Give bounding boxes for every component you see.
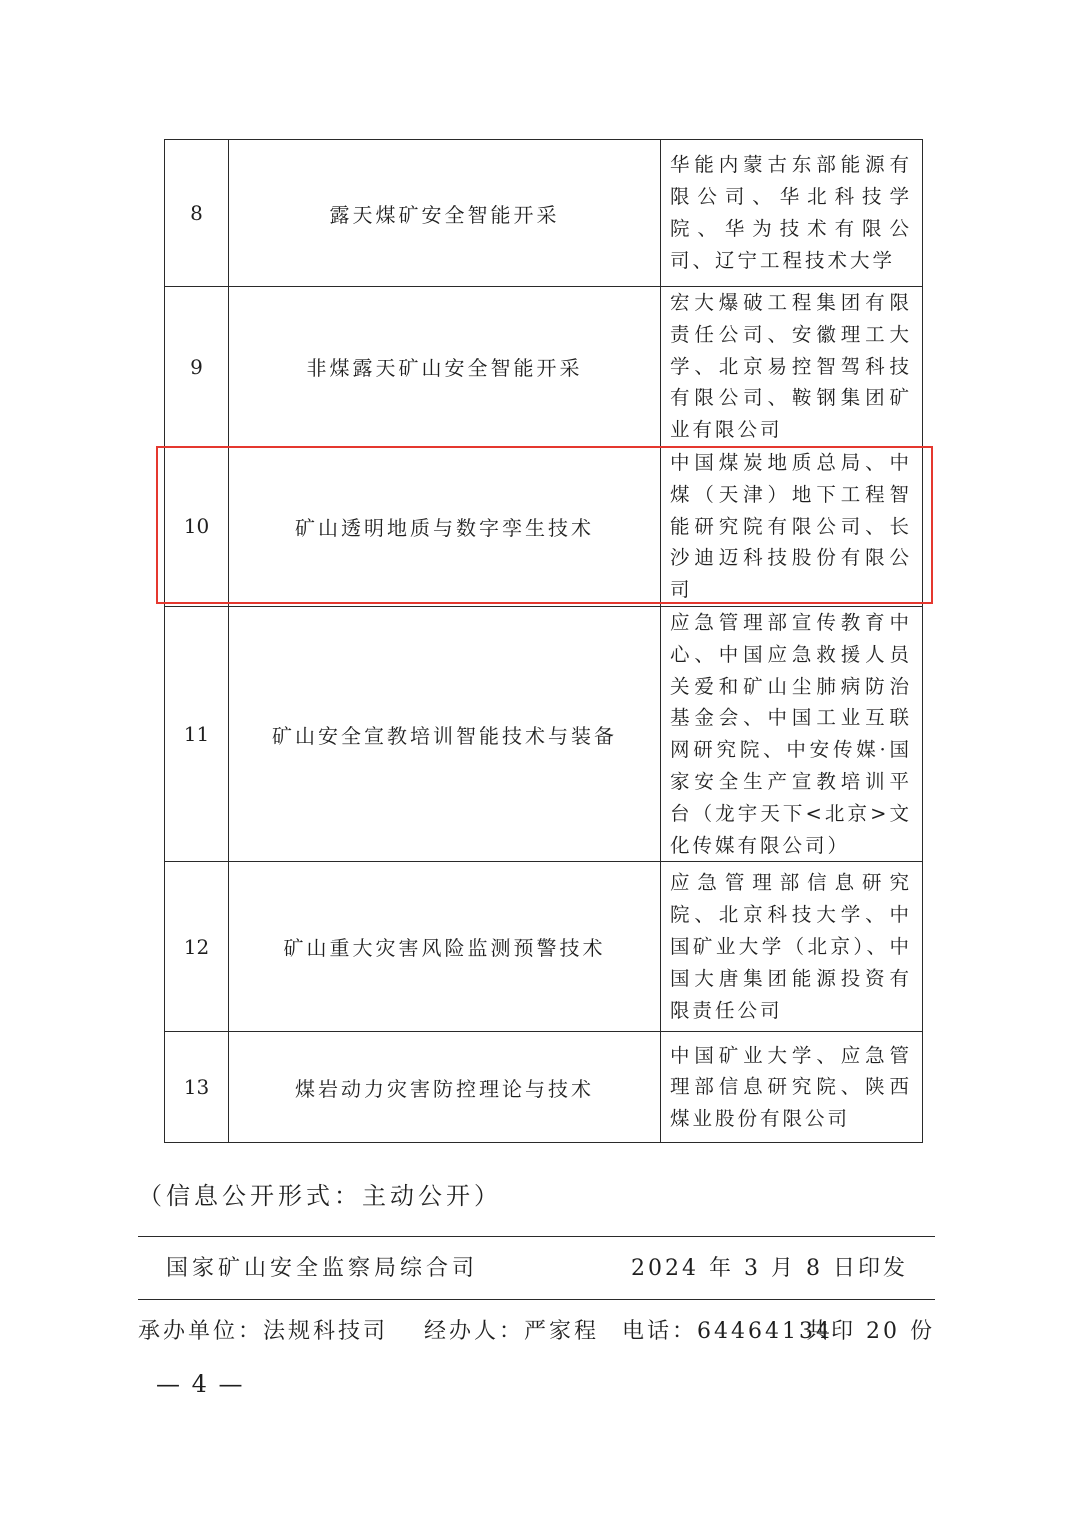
phone: 电话：64464134 [622,1319,833,1344]
page-number: — 4 — [156,1370,245,1398]
row-number: 12 [165,862,229,1032]
project-table [164,139,923,1143]
divider [138,1236,935,1237]
divider [138,1299,935,1300]
organizations: 应急管理部宣传教育中心、中国应急救援人员关爱和矿山尘肺病防治基金会、中国工业互联网研究院、中安传媒·国家安全生产宣教培训平台（龙宇天下<北京>文化传媒有限公司） [661,606,923,861]
highlight-box [156,446,933,604]
project-name: 矿山透明地质与数字孪生技术 [229,447,661,607]
table-row [165,1032,923,1143]
organizations: 中国矿业大学、应急管理部信息研究院、陕西煤业股份有限公司 [661,1032,923,1143]
row-number: 10 [165,447,229,607]
row-number: 8 [165,140,229,287]
organizations: 中国煤炭地质总局、中煤（天津）地下工程智能研究院有限公司、长沙迪迈科技股份有限公司 [661,447,923,607]
project-name: 露天煤矿安全智能开采 [229,140,661,287]
row-number: 13 [165,1032,229,1143]
table-row [165,862,923,1032]
copies: 共印 20 份 [806,1319,935,1344]
issue-date: 2024 年 3 月 8 日印发 [631,1256,908,1281]
disclosure-note: （信息公开形式：主动公开） [138,1182,502,1210]
table-row [165,287,923,447]
issuer: 国家矿山安全监察局综合司 [166,1256,479,1281]
project-name: 矿山重大灾害风险监测预警技术 [229,862,661,1032]
organizations: 华能内蒙古东部能源有限公司、华北科技学院、华为技术有限公司、辽宁工程技术大学 [661,140,923,287]
project-name: 煤岩动力灾害防控理论与技术 [229,1032,661,1143]
table-row [165,140,923,287]
handling-dept: 承办单位：法规科技司 [138,1319,389,1344]
organizations: 宏大爆破工程集团有限责任公司、安徽理工大学、北京易控智驾科技有限公司、鞍钢集团矿业有限公司 [661,287,923,447]
row-number: 11 [165,606,229,861]
organizations: 应急管理部信息研究院、北京科技大学、中国矿业大学（北京）、中国大唐集团能源投资有限责任公司 [661,862,923,1032]
project-name: 矿山安全宣教培训智能技术与装备 [229,606,661,861]
table-row [165,606,923,861]
handler: 经办人：严家程 [424,1319,600,1344]
row-number: 9 [165,287,229,447]
project-name: 非煤露天矿山安全智能开采 [229,287,661,447]
